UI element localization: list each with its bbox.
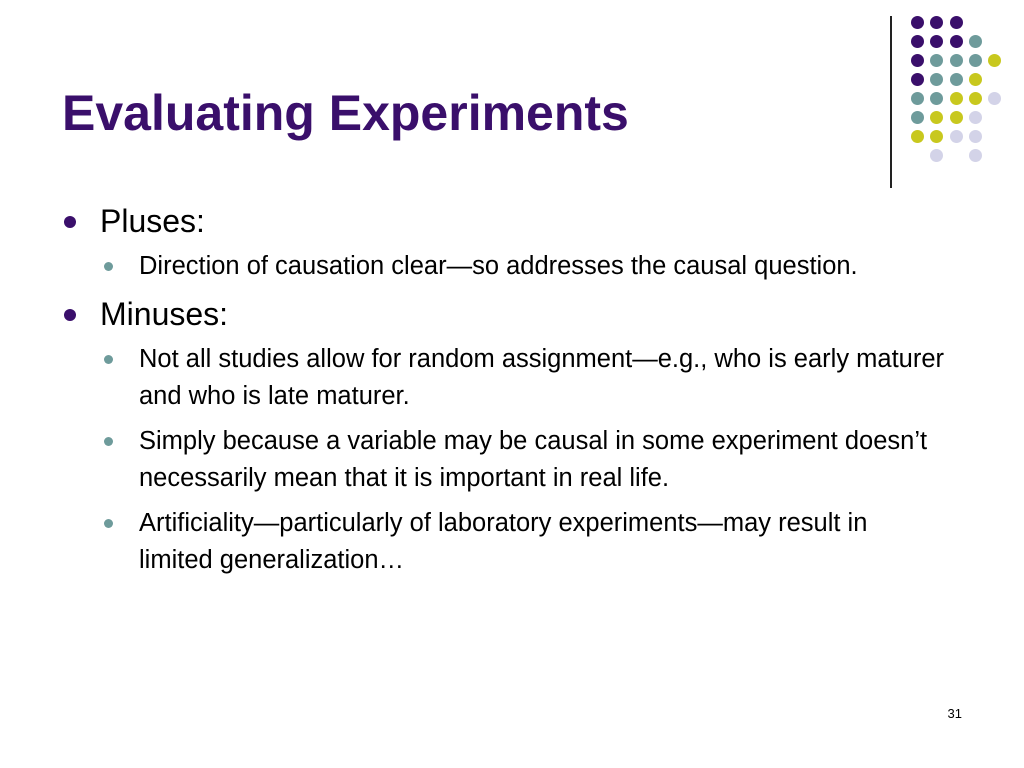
- sub-bullet-dot-icon: [104, 355, 113, 364]
- decorative-dot: [930, 130, 943, 143]
- decorative-dot: [930, 111, 943, 124]
- decorative-dot: [988, 54, 1001, 67]
- decorative-dot: [930, 54, 943, 67]
- decorative-dot: [969, 149, 982, 162]
- sub-bullet-text: Simply because a variable may be causal in some experiment doesn’t necessarily mean that it is important in real life.: [139, 427, 928, 492]
- decorative-dot: [911, 130, 924, 143]
- sub-bullet-item: [64, 248, 944, 285]
- decorative-dot: [911, 73, 924, 86]
- decorative-dot: [969, 130, 982, 143]
- decorative-dot: [930, 35, 943, 48]
- bullet-label: Minuses:: [100, 296, 229, 332]
- title-divider-line: [890, 16, 892, 188]
- decorative-dot: [911, 54, 924, 67]
- sub-bullet-text: Not all studies allow for random assignment—e.g., who is early maturer and who is late maturer.: [139, 345, 945, 410]
- decorative-dot: [950, 54, 963, 67]
- decorative-dot: [950, 35, 963, 48]
- slide-title: Evaluating Experiments: [62, 85, 629, 141]
- bullet-label: Pluses:: [100, 203, 205, 239]
- sub-bullet-text: Artificiality—particularly of laboratory experiments—may result in limited generalization…: [139, 509, 868, 574]
- sub-bullet-text: Direction of causation clear—so addresses the causal question.: [139, 252, 858, 280]
- decorative-dot: [950, 130, 963, 143]
- bullet-list: [64, 200, 964, 587]
- bullet-dot-icon: [64, 216, 76, 228]
- decorative-dot: [930, 92, 943, 105]
- decorative-dot: [950, 111, 963, 124]
- decorative-dot: [950, 16, 963, 29]
- decorative-dot: [969, 35, 982, 48]
- decorative-dot: [969, 73, 982, 86]
- decorative-dot: [930, 149, 943, 162]
- decorative-dot: [911, 35, 924, 48]
- decorative-dot: [930, 73, 943, 86]
- bullet-item-minuses: [64, 293, 964, 335]
- sub-bullet-dot-icon: [104, 519, 113, 528]
- decorative-dot: [950, 73, 963, 86]
- sub-bullet-dot-icon: [104, 262, 113, 271]
- sub-bullet-dot-icon: [104, 437, 113, 446]
- bullet-item-pluses: [64, 200, 964, 242]
- decorative-dot: [930, 16, 943, 29]
- decorative-dot: [969, 111, 982, 124]
- decorative-dot: [911, 16, 924, 29]
- sub-bullet-item: [64, 505, 944, 579]
- decorative-dot: [969, 54, 982, 67]
- decorative-dot: [969, 92, 982, 105]
- sub-bullet-item: [64, 423, 944, 497]
- decorative-dot: [988, 92, 1001, 105]
- bullet-dot-icon: [64, 309, 76, 321]
- decorative-dot: [911, 111, 924, 124]
- decorative-dot: [911, 92, 924, 105]
- page-number: 31: [947, 706, 962, 721]
- decorative-dot: [950, 92, 963, 105]
- sub-bullet-item: [64, 341, 944, 415]
